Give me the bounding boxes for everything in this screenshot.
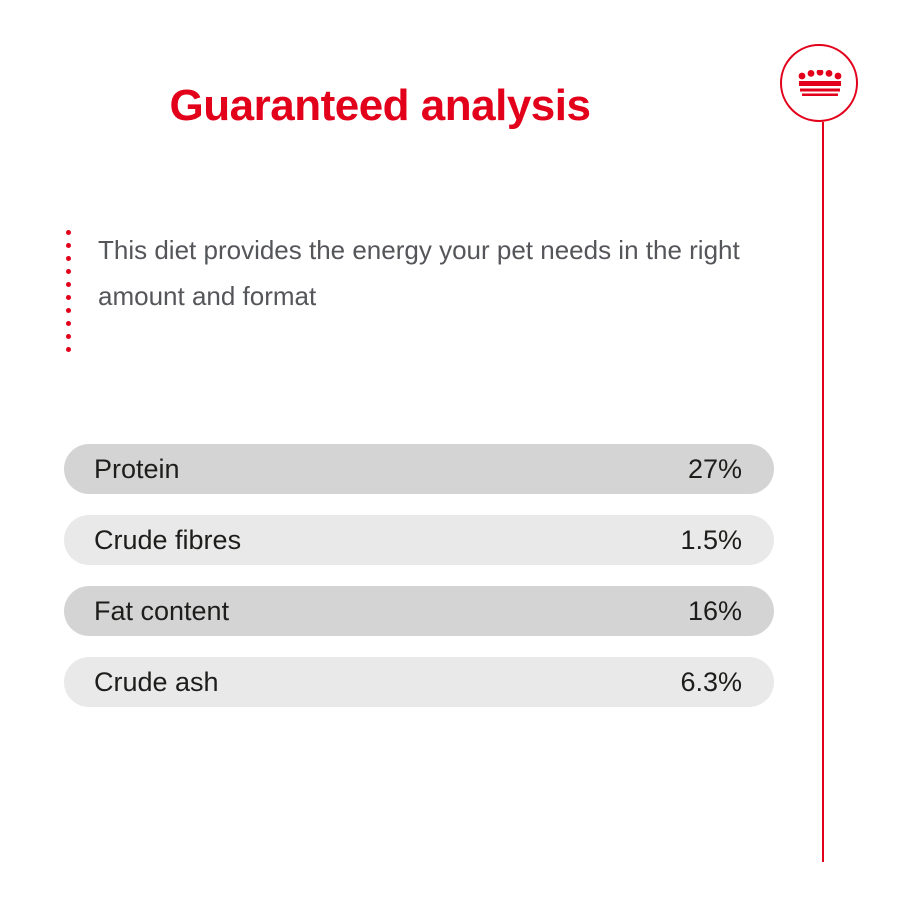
- row-label: Fat content: [94, 595, 230, 626]
- table-row: [64, 444, 774, 494]
- vertical-dotted-rule-icon: [66, 230, 71, 354]
- row-value: 16%: [687, 595, 742, 626]
- analysis-table: [64, 444, 774, 728]
- logo-vertical-line: [822, 122, 824, 862]
- row-value: 1.5%: [680, 524, 742, 555]
- intro-text: This diet provides the energy your pet needs in the right amount and format: [98, 235, 740, 311]
- table-row: [64, 515, 774, 565]
- row-label: Crude fibres: [94, 524, 242, 555]
- row-label: Protein: [94, 453, 180, 484]
- row-value: 6.3%: [680, 666, 742, 697]
- brand-logo: [780, 44, 862, 126]
- row-value: 27%: [687, 453, 742, 484]
- page-title: Guaranteed analysis: [169, 81, 591, 130]
- table-row: [64, 586, 774, 636]
- row-label: Crude ash: [94, 666, 219, 697]
- table-row: [64, 657, 774, 707]
- royal-canin-crown-icon: [797, 70, 843, 96]
